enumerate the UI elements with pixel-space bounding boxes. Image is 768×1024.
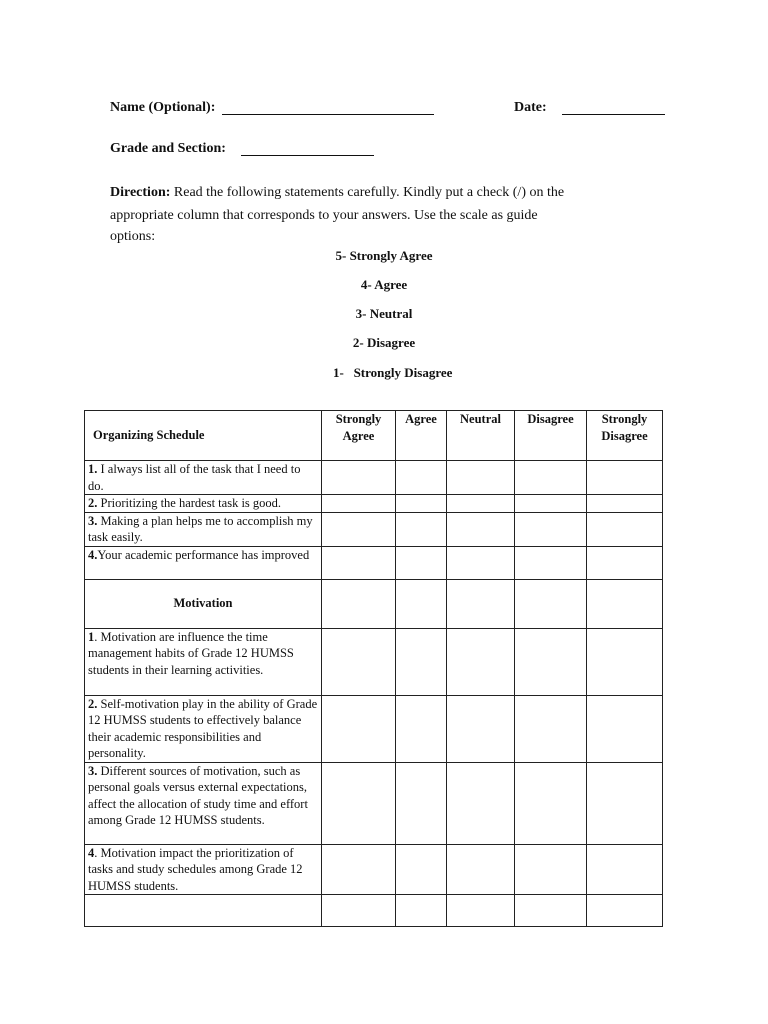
answer-cell[interactable] xyxy=(587,895,663,927)
answer-cell[interactable] xyxy=(396,495,447,513)
answer-cell[interactable] xyxy=(396,628,447,695)
survey-table xyxy=(84,410,663,927)
section-row-motivation xyxy=(85,579,663,628)
table-row xyxy=(85,895,663,927)
table-row xyxy=(85,461,663,495)
statement-org-1: 1. I always list all of the task that I need to do. xyxy=(85,461,322,495)
answer-cell[interactable] xyxy=(515,762,587,844)
answer-cell[interactable] xyxy=(396,695,447,762)
answer-cell[interactable] xyxy=(396,844,447,895)
direction-line2: appropriate column that corresponds to your answers. Use the scale as guide xyxy=(110,208,538,223)
answer-cell[interactable] xyxy=(396,895,447,927)
answer-cell[interactable] xyxy=(322,461,396,495)
answer-cell[interactable] xyxy=(515,461,587,495)
table-row xyxy=(85,495,663,513)
scale-item-5: 5- Strongly Agree xyxy=(335,248,433,263)
table-row xyxy=(85,628,663,695)
answer-cell[interactable] xyxy=(587,695,663,762)
section-title-organizing-schedule: Organizing Schedule xyxy=(85,411,322,461)
answer-cell[interactable] xyxy=(447,512,515,546)
answer-cell[interactable] xyxy=(515,844,587,895)
answer-cell[interactable] xyxy=(447,495,515,513)
scale-item-1: 1- Strongly Disagree xyxy=(333,365,453,380)
section-title-motivation: Motivation xyxy=(85,579,322,628)
answer-cell[interactable] xyxy=(515,512,587,546)
direction-line1: Read the following statements carefully. Kindly put a check (/) on the xyxy=(173,185,565,200)
answer-cell[interactable] xyxy=(396,546,447,579)
column-header-agree: Agree xyxy=(396,411,447,461)
answer-cell[interactable] xyxy=(515,495,587,513)
statement-mot-2: 2. Self-motivation play in the ability of Grade 12 HUMSS students to effectively balance their academic responsibilities and personality. xyxy=(85,695,322,762)
answer-cell[interactable] xyxy=(396,461,447,495)
answer-cell[interactable] xyxy=(587,546,663,579)
answer-cell[interactable] xyxy=(587,628,663,695)
blank-cell xyxy=(447,579,515,628)
grade-section-field[interactable] xyxy=(241,155,374,156)
answer-cell[interactable] xyxy=(515,695,587,762)
answer-cell[interactable] xyxy=(322,762,396,844)
answer-cell[interactable] xyxy=(322,546,396,579)
answer-cell[interactable] xyxy=(587,844,663,895)
empty-statement-cell xyxy=(85,895,322,927)
answer-cell[interactable] xyxy=(447,844,515,895)
table-row xyxy=(85,546,663,579)
table-row xyxy=(85,512,663,546)
answer-cell[interactable] xyxy=(447,461,515,495)
table-row xyxy=(85,844,663,895)
direction-label: Direction: xyxy=(110,185,171,200)
answer-cell[interactable] xyxy=(515,546,587,579)
answer-cell[interactable] xyxy=(587,495,663,513)
statement-org-2: 2. Prioritizing the hardest task is good. xyxy=(85,495,322,513)
answer-cell[interactable] xyxy=(322,495,396,513)
column-header-strongly-agree: Strongly Agree xyxy=(322,411,396,461)
date-field[interactable] xyxy=(562,114,665,115)
column-header-disagree: Disagree xyxy=(515,411,587,461)
table-header-row xyxy=(85,411,663,461)
answer-cell[interactable] xyxy=(396,512,447,546)
answer-cell[interactable] xyxy=(587,762,663,844)
answer-cell[interactable] xyxy=(447,628,515,695)
answer-cell[interactable] xyxy=(322,695,396,762)
answer-cell[interactable] xyxy=(447,762,515,844)
answer-cell[interactable] xyxy=(447,546,515,579)
answer-cell[interactable] xyxy=(396,762,447,844)
answer-cell[interactable] xyxy=(322,628,396,695)
scale-item-2: 2- Disagree xyxy=(352,335,416,350)
answer-cell[interactable] xyxy=(515,628,587,695)
blank-cell xyxy=(322,579,396,628)
direction-line3: options: xyxy=(110,229,156,244)
answer-cell[interactable] xyxy=(322,512,396,546)
table-row xyxy=(85,762,663,844)
answer-cell[interactable] xyxy=(447,695,515,762)
statement-mot-4: 4. Motivation impact the prioritization of tasks and study schedules among Grade 12 HUMSS students. xyxy=(85,844,322,895)
scale-item-3: 3- Neutral xyxy=(355,306,413,321)
blank-cell xyxy=(396,579,447,628)
answer-cell[interactable] xyxy=(322,844,396,895)
grade-section-label: Grade and Section: xyxy=(110,141,226,156)
statement-org-4: 4.Your academic performance has improved xyxy=(85,546,322,579)
answer-cell[interactable] xyxy=(515,895,587,927)
direction-paragraph xyxy=(110,181,670,227)
answer-cell[interactable] xyxy=(587,512,663,546)
date-label: Date: xyxy=(514,100,547,115)
statement-mot-1: 1. Motivation are influence the time management habits of Grade 12 HUMSS students in their learning activities. xyxy=(85,628,322,695)
blank-cell xyxy=(587,579,663,628)
scale-item-4: 4- Agree xyxy=(360,277,408,292)
blank-cell xyxy=(515,579,587,628)
answer-cell[interactable] xyxy=(587,461,663,495)
answer-cell[interactable] xyxy=(322,895,396,927)
table-row xyxy=(85,695,663,762)
statement-mot-3: 3. Different sources of motivation, such as personal goals versus external expectations, affect the allocation of study time and effort among Grade 12 HUMSS students. xyxy=(85,762,322,844)
answer-cell[interactable] xyxy=(447,895,515,927)
name-label: Name (Optional): xyxy=(110,100,216,115)
column-header-neutral: Neutral xyxy=(447,411,515,461)
statement-org-3: 3. Making a plan helps me to accomplish my task easily. xyxy=(85,512,322,546)
column-header-strongly-disagree: Strongly Disagree xyxy=(587,411,663,461)
name-field[interactable] xyxy=(222,114,434,115)
